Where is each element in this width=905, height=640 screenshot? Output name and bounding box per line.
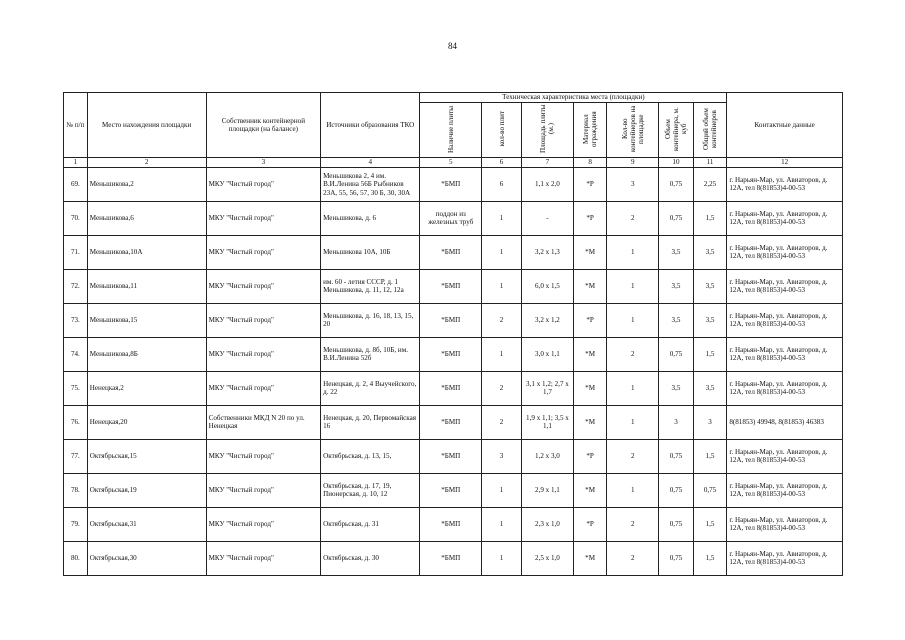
container-count-cell: 1 (607, 371, 659, 405)
slab-count-cell: 1 (482, 473, 522, 507)
col-number: 5 (420, 158, 482, 167)
total-volume-cell: 1,5 (693, 439, 727, 473)
fence-cell: *М (573, 405, 606, 439)
page-number: 84 (448, 41, 457, 51)
container-volume-cell: 3,5 (659, 303, 694, 337)
col-number: 9 (607, 158, 659, 167)
sources-cell: Октябрьская, д. 30 (321, 541, 420, 575)
row-number: 70. (64, 201, 88, 235)
sources-cell: Ненецкая, д. 2, 4 Выучейского, д. 22 (321, 371, 420, 405)
slab-cell: *БМП (420, 541, 482, 575)
fence-cell: *Р (573, 167, 606, 201)
owner-cell: МКУ "Чистый город" (206, 439, 321, 473)
total-volume-cell: 3,5 (693, 269, 727, 303)
place-cell: Октябрьская,15 (87, 439, 206, 473)
container-volume-cell: 0,75 (659, 167, 694, 201)
slab-area-cell: 3,1 х 1,2; 2,7 х 1,7 (522, 371, 574, 405)
slab-area-cell: 1,9 х 1,1; 3,5 х 1,1 (522, 405, 574, 439)
place-cell: Меньшикова,2 (87, 167, 206, 201)
slab-area-cell: 2,9 х 1,1 (522, 473, 574, 507)
place-cell: Меньшикова,10А (87, 235, 206, 269)
sources-cell: Меньшикова 2, 4 им. В.И.Ленина 56Б Рыбников 23А, 55, 56, 57, 30 Б, 30, 30А (321, 167, 420, 201)
container-volume-cell: 0,75 (659, 507, 694, 541)
sources-cell: им. 60 - летия СССР, д. 1 Меньшикова, д. 11, 12, 12а (321, 269, 420, 303)
slab-area-cell: 1,1 х 2,0 (522, 167, 574, 201)
contacts-cell: г. Нарьян-Мар, ул. Авиаторов, д. 12А, тел 8(81853)4-00-53 (727, 167, 843, 201)
table-row (64, 405, 843, 439)
slab-count-cell: 1 (482, 201, 522, 235)
total-volume-cell: 0,75 (693, 473, 727, 507)
row-number: 79. (64, 507, 88, 541)
row-number: 72. (64, 269, 88, 303)
col-number: 10 (659, 158, 694, 167)
sources-cell: Ненецкая, д. 20, Первомайская 16 (321, 405, 420, 439)
owner-cell: МКУ "Чистый город" (206, 473, 321, 507)
slab-cell: *БМП (420, 439, 482, 473)
container-count-cell: 1 (607, 405, 659, 439)
place-cell: Меньшикова,8Б (87, 337, 206, 371)
header-num: № п/п (64, 93, 88, 158)
header-place: Место нахождения площадки (87, 93, 206, 158)
slab-count-cell: 1 (482, 541, 522, 575)
owner-cell: МКУ "Чистый город" (206, 371, 321, 405)
owner-cell: МКУ "Чистый город" (206, 235, 321, 269)
table-row (64, 167, 843, 201)
sources-cell: Меньшикова, д. 6 (321, 201, 420, 235)
table-row (64, 541, 843, 575)
waste-sites-table (63, 92, 843, 576)
row-number: 71. (64, 235, 88, 269)
header-sources: Источники образования ТКО (321, 93, 420, 158)
slab-cell: *БМП (420, 337, 482, 371)
place-cell: Меньшикова,15 (87, 303, 206, 337)
owner-cell: МКУ "Чистый город" (206, 201, 321, 235)
row-number: 80. (64, 541, 88, 575)
fence-cell: *М (573, 541, 606, 575)
slab-area-cell: 3,2 х 1,3 (522, 235, 574, 269)
container-volume-cell: 0,75 (659, 439, 694, 473)
table-row (64, 303, 843, 337)
slab-count-cell: 2 (482, 371, 522, 405)
owner-cell: МКУ "Чистый город" (206, 337, 321, 371)
fence-cell: *М (573, 235, 606, 269)
slab-cell: *БМП (420, 235, 482, 269)
col-number: 12 (727, 158, 843, 167)
col-number: 8 (573, 158, 606, 167)
header-row-1 (64, 93, 843, 103)
header-tech: Техническая характеристика места (площадки) (420, 93, 727, 103)
header-owner: Собственник контейнерной площадки (на балансе) (206, 93, 321, 158)
container-volume-cell: 3 (659, 405, 694, 439)
column-number-row (64, 158, 843, 167)
sources-cell: Октябрьская, д. 31 (321, 507, 420, 541)
header-contacts: Контактные данные (727, 93, 843, 158)
total-volume-cell: 1,5 (693, 201, 727, 235)
container-count-cell: 2 (607, 201, 659, 235)
slab-area-cell: 2,5 х 1,0 (522, 541, 574, 575)
fence-cell: *М (573, 269, 606, 303)
fence-cell: *М (573, 473, 606, 507)
sources-cell: Меньшикова 10А, 10Б (321, 235, 420, 269)
fence-cell: *Р (573, 439, 606, 473)
slab-cell: *БМП (420, 269, 482, 303)
slab-cell: *БМП (420, 303, 482, 337)
slab-count-cell: 3 (482, 439, 522, 473)
slab-area-cell: 6,0 х 1,5 (522, 269, 574, 303)
table-row (64, 269, 843, 303)
slab-cell: *БМП (420, 167, 482, 201)
header-cont-count: Кол-во контейнеров на площадке (607, 103, 659, 158)
slab-cell: поддон из железных труб (420, 201, 482, 235)
total-volume-cell: 1,5 (693, 337, 727, 371)
total-volume-cell: 3 (693, 405, 727, 439)
place-cell: Октябрьская,31 (87, 507, 206, 541)
owner-cell: МКУ "Чистый город" (206, 303, 321, 337)
col-number: 6 (482, 158, 522, 167)
fence-cell: *Р (573, 507, 606, 541)
container-volume-cell: 0,75 (659, 473, 694, 507)
fence-cell: *Р (573, 201, 606, 235)
header-total-vol: Общий объем контейнеров (693, 103, 727, 158)
slab-cell: *БМП (420, 507, 482, 541)
contacts-cell: г. Нарьян-Мар, ул. Авиаторов, д. 12А, тел 8(81853)4-00-53 (727, 507, 843, 541)
sources-cell: Меньшикова, д. 8б, 10Б, им. В.И.Ленина 52б (321, 337, 420, 371)
owner-cell: Собственники МКД N 20 по ул. Ненецкая (206, 405, 321, 439)
slab-area-cell: 3,2 х 1,2 (522, 303, 574, 337)
contacts-cell: г. Нарьян-Мар, ул. Авиаторов, д. 12А, тел 8(81853)4-00-53 (727, 473, 843, 507)
fence-cell: *М (573, 371, 606, 405)
container-count-cell: 2 (607, 439, 659, 473)
slab-count-cell: 2 (482, 405, 522, 439)
total-volume-cell: 3,5 (693, 303, 727, 337)
slab-count-cell: 1 (482, 337, 522, 371)
slab-count-cell: 6 (482, 167, 522, 201)
fence-cell: *М (573, 337, 606, 371)
container-volume-cell: 0,75 (659, 201, 694, 235)
container-volume-cell: 3,5 (659, 269, 694, 303)
header-fence: Материал ограждения (573, 103, 606, 158)
sources-cell: Октябрьская, д. 17, 19, Пионерская, д. 10, 12 (321, 473, 420, 507)
col-number: 4 (321, 158, 420, 167)
slab-cell: *БМП (420, 371, 482, 405)
row-number: 75. (64, 371, 88, 405)
total-volume-cell: 3,5 (693, 371, 727, 405)
table-row (64, 371, 843, 405)
fence-cell: *Р (573, 303, 606, 337)
owner-cell: МКУ "Чистый город" (206, 167, 321, 201)
table-row (64, 201, 843, 235)
col-number: 1 (64, 158, 88, 167)
container-count-cell: 1 (607, 303, 659, 337)
sources-cell: Октябрьская, д. 13, 15, (321, 439, 420, 473)
slab-count-cell: 1 (482, 507, 522, 541)
table-row (64, 235, 843, 269)
owner-cell: МКУ "Чистый город" (206, 269, 321, 303)
container-count-cell: 3 (607, 167, 659, 201)
contacts-cell: 8(81853) 49948, 8(81853) 46383 (727, 405, 843, 439)
container-count-cell: 1 (607, 473, 659, 507)
place-cell: Октябрьская,30 (87, 541, 206, 575)
owner-cell: МКУ "Чистый город" (206, 541, 321, 575)
col-number: 2 (87, 158, 206, 167)
contacts-cell: г. Нарьян-Мар, ул. Авиаторов, д. 12А, тел 8(81853)4-00-53 (727, 439, 843, 473)
col-number: 7 (522, 158, 574, 167)
table-row (64, 473, 843, 507)
contacts-cell: г. Нарьян-Мар, ул. Авиаторов, д. 12А, тел 8(81853)4-00-53 (727, 235, 843, 269)
contacts-cell: г. Нарьян-Мар, ул. Авиаторов, д. 12А, тел 8(81853)4-00-53 (727, 337, 843, 371)
slab-count-cell: 1 (482, 269, 522, 303)
container-volume-cell: 3,5 (659, 371, 694, 405)
contacts-cell: г. Нарьян-Мар, ул. Авиаторов, д. 12А, тел 8(81853)4-00-53 (727, 201, 843, 235)
total-volume-cell: 1,5 (693, 541, 727, 575)
place-cell: Меньшикова,6 (87, 201, 206, 235)
slab-count-cell: 1 (482, 235, 522, 269)
row-number: 76. (64, 405, 88, 439)
total-volume-cell: 1,5 (693, 507, 727, 541)
row-number: 77. (64, 439, 88, 473)
header-cont-vol: Объем контейнера, м. куб (659, 103, 694, 158)
container-count-cell: 2 (607, 541, 659, 575)
slab-area-cell: 3,0 х 1,1 (522, 337, 574, 371)
header-slab-area: Площадь плиты (м.) (522, 103, 574, 158)
place-cell: Ненецкая,2 (87, 371, 206, 405)
slab-area-cell: - (522, 201, 574, 235)
contacts-cell: г. Нарьян-Мар, ул. Авиаторов, д. 12А, тел 8(81853)4-00-53 (727, 371, 843, 405)
row-number: 69. (64, 167, 88, 201)
container-volume-cell: 0,75 (659, 541, 694, 575)
row-number: 78. (64, 473, 88, 507)
slab-area-cell: 1,2 х 3,0 (522, 439, 574, 473)
container-count-cell: 2 (607, 337, 659, 371)
total-volume-cell: 3,5 (693, 235, 727, 269)
row-number: 74. (64, 337, 88, 371)
place-cell: Ненецкая,20 (87, 405, 206, 439)
container-count-cell: 2 (607, 507, 659, 541)
contacts-cell: г. Нарьян-Мар, ул. Авиаторов, д. 12А, тел 8(81853)4-00-53 (727, 269, 843, 303)
place-cell: Меньшикова,11 (87, 269, 206, 303)
total-volume-cell: 2,25 (693, 167, 727, 201)
container-volume-cell: 3,5 (659, 235, 694, 269)
slab-area-cell: 2,3 х 1,0 (522, 507, 574, 541)
row-number: 73. (64, 303, 88, 337)
header-slab-count: кол-во плит (482, 103, 522, 158)
container-count-cell: 1 (607, 235, 659, 269)
place-cell: Октябрьская,19 (87, 473, 206, 507)
contacts-cell: г. Нарьян-Мар, ул. Авиаторов, д. 12А, тел 8(81853)4-00-53 (727, 303, 843, 337)
header-slab: Наличие плиты (420, 103, 482, 158)
slab-cell: *БМП (420, 473, 482, 507)
slab-cell: *БМП (420, 405, 482, 439)
table-row (64, 337, 843, 371)
container-volume-cell: 0,75 (659, 337, 694, 371)
col-number: 3 (206, 158, 321, 167)
container-count-cell: 1 (607, 269, 659, 303)
table-row (64, 507, 843, 541)
owner-cell: МКУ "Чистый город" (206, 507, 321, 541)
contacts-cell: г. Нарьян-Мар, ул. Авиаторов, д. 12А, тел 8(81853)4-00-53 (727, 541, 843, 575)
col-number: 11 (693, 158, 727, 167)
slab-count-cell: 2 (482, 303, 522, 337)
table-row (64, 439, 843, 473)
sources-cell: Меньшикова, д. 16, 18, 13, 15, 20 (321, 303, 420, 337)
